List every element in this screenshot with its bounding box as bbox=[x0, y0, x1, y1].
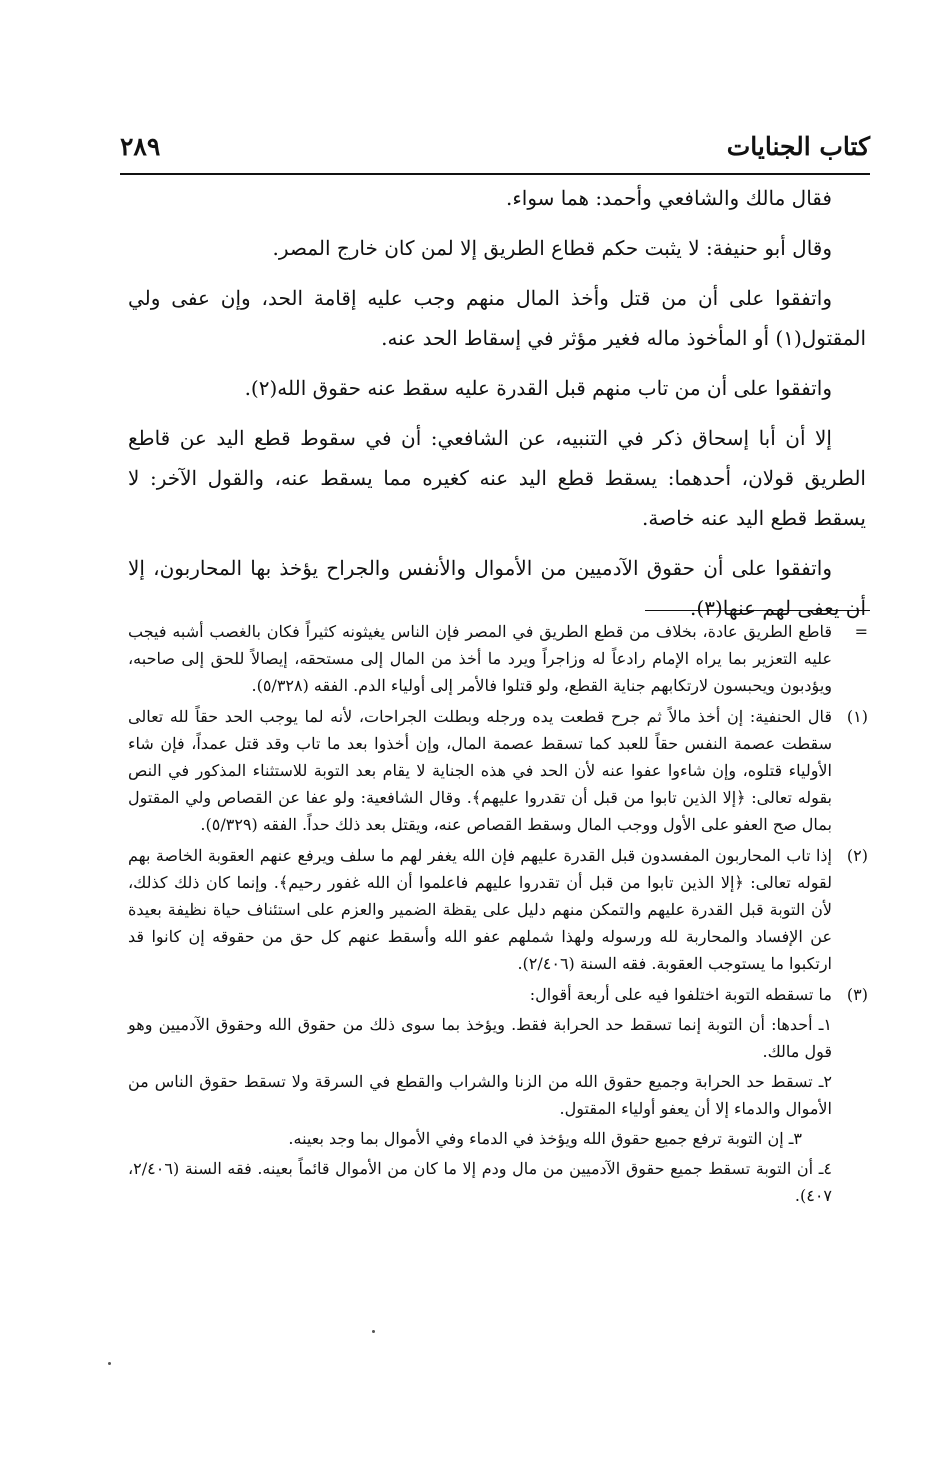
paragraph: فقال مالك والشافعي وأحمد: هما سواء. bbox=[506, 186, 832, 210]
footnote-item: ٣ـ إن التوبة ترفع جميع حقوق الله ويؤخذ في الدماء وفي الأموال بما وجد بعينه. bbox=[288, 1129, 802, 1148]
footnote-body bbox=[128, 981, 832, 1209]
footnote-separator bbox=[645, 610, 870, 611]
footnote-2 bbox=[128, 842, 868, 977]
footnote-text: قال الحنفية: إن أخذ مالاً ثم جرح قطعت يده ورجله وبطلت الجراحات، لأنه لما يوجب الحد حقاً لله تعالى سقطت عصمة النفس حقاً للعبد كما تسقط عصمة المال، وإن أخذوا بعد ما تاب وقد قتل عمداً، فإن شاء الأولياء قتلوه، وإن شاءوا عفوا عنه لأن الحد في هذه الجناية لا يقام بعد التوبة للاستثناء المذكور في النص بقوله تعالى: ﴿إلا الذين تابوا من قبل أن تقدروا عليهم﴾. وقال الشافعية: ولو عفا عن القصاص ولي المقتول بمال صح العفو على الأول ووجب المال وسقط القصاص عنه، ويقتل بعد ذلك حداً. الفقه (٥/٣٢٩). bbox=[128, 707, 832, 834]
scan-speck bbox=[108, 1362, 111, 1365]
footnote-body bbox=[128, 618, 832, 699]
paragraph: واتفقوا على أن من قتل وأخذ المال منهم وجب عليه إقامة الحد، وإن عفى ولي المقتول(١) أو المأخوذ ماله فغير مؤثر في إسقاط الحد عنه. bbox=[128, 286, 866, 350]
page-header bbox=[120, 128, 870, 170]
scan-speck bbox=[372, 1330, 375, 1333]
footnote-item: ٤ـ أن التوبة تسقط جميع حقوق الآدميين من مال ودم إلا ما كان من الأموال قائماً بعينه. فقه السنة (٢/٤٠٦، ٤٠٧). bbox=[128, 1159, 832, 1205]
footnote-body bbox=[128, 703, 832, 838]
footnote-marker: (٣) bbox=[846, 985, 868, 1004]
footnote-marker: (٢) bbox=[846, 846, 868, 865]
footnote-text: إذا تاب المحاربون المفسدون قبل القدرة عليهم فإن الله يغفر لهم ما سلف ويرفع عنهم العقوبة الخاصة بهم لقوله تعالى: ﴿إلا الذين تابوا من قبل أن تقدروا عليهم فاعلموا أن الله غفور رحيم﴾. وإنما كان ذلك كذلك، لأن التوبة قبل القدرة عليهم والتمكن منهم دليل على يقظة الضمير والعزم على استئناف حياة نظيفة بعيدة عن الإفساد والمحاربة لله ورسوله ولهذا شملهم عفو الله وأسقط عنهم كل حق من حقوقه إن كانوا قد ارتكبوا ما يستوجب العقوبة. فقه السنة (٢/٤٠٦). bbox=[128, 846, 833, 973]
main-text bbox=[128, 178, 866, 638]
paragraph: إلا أن أبا إسحاق ذكر في التنبيه، عن الشافعي: أن في سقوط قطع اليد عن قاطع الطريق قولان، أحدهما: يسقط قطع اليد عنه كغيره مما يسقط عنه، والقول الآخر: لا يسقط قطع اليد عنه خاصة. bbox=[128, 426, 866, 530]
footnote-item: ١ـ أحدها: أن التوبة إنما تسقط حد الحرابة فقط. ويؤخذ بما سوى ذلك من حقوق الله وحقوق الآدميين وهو قول مالك. bbox=[128, 1015, 832, 1061]
paragraph: وقال أبو حنيفة: لا يثبت حكم قطاع الطريق إلا لمن كان خارج المصر. bbox=[272, 236, 832, 260]
footnote-3 bbox=[128, 981, 868, 1209]
footnote-body bbox=[128, 842, 832, 977]
footnote-marker: = bbox=[854, 622, 868, 641]
header-rule bbox=[120, 173, 870, 175]
page-number: ٢٨٩ bbox=[120, 132, 161, 161]
footnote-1 bbox=[128, 703, 868, 838]
footnote-text: قاطع الطريق عادة، بخلاف من قطع الطريق في المصر فإن الناس يغيثونه كثيراً فكان بالغصب أشبه فيجب عليه التعزير بما يراه الإمام رادعاً له وزاجراً ويرد ما أخذ من المال إلى مستحقه، إيصالاً للحق إلى صاحبه، ويؤدبون ويحبسون لارتكابهم جناية القطع، ولو قتلوا فالأمر إلى أولياء الدم. الفقه (٥/٣٢٨). bbox=[128, 622, 833, 695]
paragraph: واتفقوا على أن حقوق الآدميين من الأموال والأنفس والجراح يؤخذ بها المحاربون، إلا أن يعفى لهم عنها(٣). bbox=[128, 556, 866, 620]
footnote-continuation bbox=[128, 618, 868, 699]
footnote-marker: (١) bbox=[846, 707, 868, 726]
footnote-text: ما تسقطه التوبة اختلفوا فيه على أربعة أقوال: bbox=[529, 985, 832, 1004]
footnotes bbox=[128, 618, 868, 1213]
footnote-item: ٢ـ تسقط حد الحرابة وجميع حقوق الله من الزنا والشراب والقطع في السرقة ولا تسقط حقوق الناس من الأموال والدماء إلا أن يعفو أولياء المقتول. bbox=[128, 1072, 833, 1118]
paragraph: واتفقوا على أن من تاب منهم قبل القدرة عليه سقط عنه حقوق الله(٢). bbox=[244, 376, 832, 400]
running-title: كتاب الجنايات bbox=[726, 132, 870, 161]
